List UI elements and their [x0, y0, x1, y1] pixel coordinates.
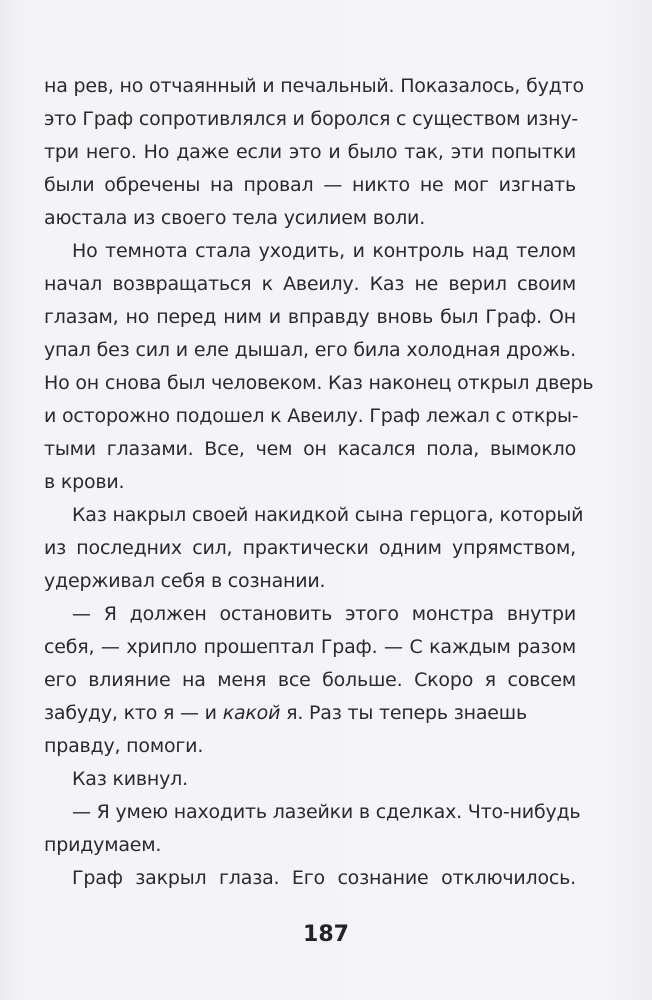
text-line: и осторожно подошел к Авеилу. Граф лежал с откры-	[44, 405, 579, 427]
text-line: Каз накрыл своей накидкой сына герцога, который	[72, 504, 584, 526]
text-line: Граф закрыл глаза. Его сознание отключилось.	[72, 867, 576, 889]
text-segment: я. Раз ты теперь знаешь	[280, 702, 527, 724]
page-number: 187	[303, 922, 349, 947]
emphasis-text: какой	[222, 702, 281, 724]
text-segment: забуду, кто я — и	[44, 702, 223, 724]
body-text	[44, 70, 594, 895]
text-line: Но темнота стала уходить, и контроль над телом	[72, 240, 576, 262]
text-line: тыми глазами. Все, чем он касался пола, вымокло	[44, 438, 576, 460]
text-line: глазам, но перед ним и вправду вновь был Граф. Он	[44, 306, 576, 328]
text-line: начал возвращаться к Авеилу. Каз не верил своим	[44, 273, 576, 295]
text-line: из последних сил, практически одним упрямством,	[44, 537, 576, 559]
text-line: на рев, но отчаянный и печальный. Показалось, будто	[44, 75, 584, 97]
text-line: были обречены на провал — никто не мог изгнать	[44, 174, 576, 196]
text-line: придумаем.	[44, 834, 162, 856]
text-line: — Я должен остановить этого монстра внутри	[72, 603, 576, 625]
text-line: себя, — хрипло прошептал Граф. — С каждым разом	[44, 636, 576, 658]
text-line: — Я умею находить лазейки в сделках. Что-нибудь	[72, 801, 581, 823]
text-line	[44, 697, 576, 730]
text-line: правду, помоги.	[44, 735, 204, 757]
text-line: его влияние на меня все больше. Скоро я совсем	[44, 669, 576, 691]
text-line: удерживал себя в сознании.	[44, 570, 326, 592]
text-line: Но он снова был человеком. Каз наконец открыл дверь	[44, 372, 594, 394]
text-line: это Граф сопротивлялся и боролся с существом изну-	[44, 108, 579, 130]
text-line: упал без сил и еле дышал, его била холодная дрожь.	[44, 339, 576, 361]
text-line: Каз кивнул.	[72, 768, 188, 790]
text-line: аюстала из своего тела усилием воли.	[44, 207, 426, 229]
text-line: в крови.	[44, 471, 125, 493]
text-line: три него. Но даже если это и было так, эти попытки	[44, 141, 576, 163]
